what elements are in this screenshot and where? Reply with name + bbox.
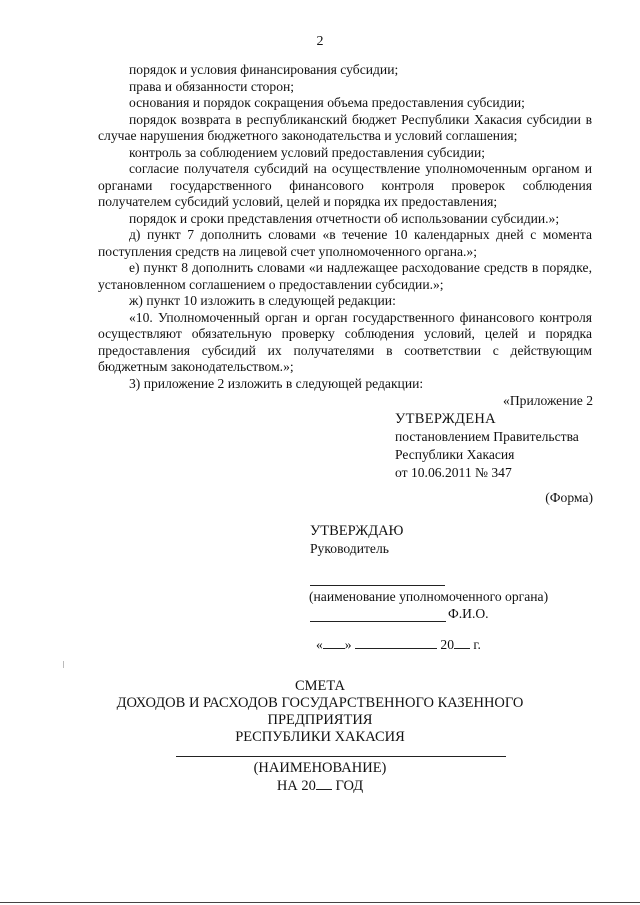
- name-line: [176, 756, 506, 757]
- year-line-blank: [316, 777, 332, 790]
- approve-block: [310, 522, 403, 558]
- paragraph: 3) приложение 2 изложить в следующей редакции:: [129, 375, 424, 391]
- paragraph: права и обязанности сторон;: [129, 78, 295, 94]
- paragraph: е) пункт 8 дополнить словами «и надлежащее расходование средств в порядке, установленном соглашением о предоставлении субсидии.»;: [98, 260, 592, 292]
- fio-blank: [310, 607, 446, 622]
- year-line: [0, 777, 640, 795]
- title-line: ДОХОДОВ И РАСХОДОВ ГОСУДАРСТВЕННОГО КАЗЕННОГО: [116, 695, 524, 711]
- approval-line: постановлением Правительства: [395, 429, 579, 444]
- year-suffix: г.: [470, 637, 481, 652]
- document-title: [0, 678, 640, 746]
- paragraph: контроль за соблюдением условий предоставления субсидии;: [129, 144, 486, 160]
- form-note: (Форма): [545, 490, 593, 505]
- year-prefix: 20: [440, 637, 454, 652]
- year-line-suffix: ГОД: [331, 778, 364, 794]
- body-text: [98, 62, 592, 392]
- paragraph: порядок и сроки представления отчетности об использовании субсидии.»;: [129, 210, 560, 226]
- margin-mark: [63, 661, 64, 668]
- date-open-quote: «: [316, 637, 323, 652]
- title-line: СМЕТА: [294, 678, 346, 694]
- year-line-prefix: НА 20: [276, 778, 316, 794]
- title-line: РЕСПУБЛИКИ ХАКАСИЯ: [235, 729, 405, 745]
- fio-line: [310, 606, 489, 622]
- paragraph: «10. Уполномоченный орган и орган государственного финансового контроля осуществляют обязательную проверку соблюдения условий, целей и порядка предоставления субсидий их получателями в соответствии с действующим бюджетным законодательством.»;: [98, 309, 592, 374]
- approval-block: [395, 410, 579, 482]
- title-line: ПРЕДПРИЯТИЯ: [267, 712, 373, 728]
- paragraph: ж) пункт 10 изложить в следующей редакции:: [129, 293, 396, 308]
- approval-title: УТВЕРЖДЕНА: [395, 411, 496, 427]
- fio-label: Ф.И.О.: [448, 606, 489, 621]
- name-caption-label: (НАИМЕНОВАНИЕ): [253, 760, 387, 776]
- paragraph: порядок и условия финансирования субсидии;: [129, 62, 399, 77]
- paragraph: согласие получателя субсидий на осуществление уполномоченным органом и органами государственного финансового контроля проверок соблюдения получателем субсидий условий, целей и порядка их предоставления;: [98, 161, 592, 209]
- day-blank: [323, 636, 345, 649]
- org-caption: (наименование уполномоченного органа): [309, 589, 549, 604]
- date-close-quote: »: [344, 637, 352, 652]
- signature-line: [310, 585, 445, 586]
- page-bottom-border: [0, 902, 640, 903]
- approval-line: Республики Хакасия: [395, 447, 515, 462]
- year-blank: [454, 636, 470, 649]
- appendix-reference: «Приложение 2: [503, 393, 593, 408]
- paragraph: порядок возврата в республиканский бюджет Республики Хакасия субсидии в случае нарушения бюджетного законодательства и условий соглашения;: [98, 111, 592, 143]
- approval-date: от 10.06.2011 № 347: [395, 465, 512, 480]
- date-line: [316, 636, 481, 653]
- approve-role: Руководитель: [310, 541, 389, 556]
- name-caption: [0, 760, 640, 795]
- page-number: 2: [316, 34, 324, 49]
- paragraph: основания и порядок сокращения объема предоставления субсидии;: [129, 95, 525, 110]
- approve-title: УТВЕРЖДАЮ: [310, 523, 404, 539]
- month-blank: [355, 636, 437, 649]
- paragraph: д) пункт 7 дополнить словами «в течение 10 календарных дней с момента поступления средств на лицевой счет уполномоченного органа.»;: [98, 227, 592, 259]
